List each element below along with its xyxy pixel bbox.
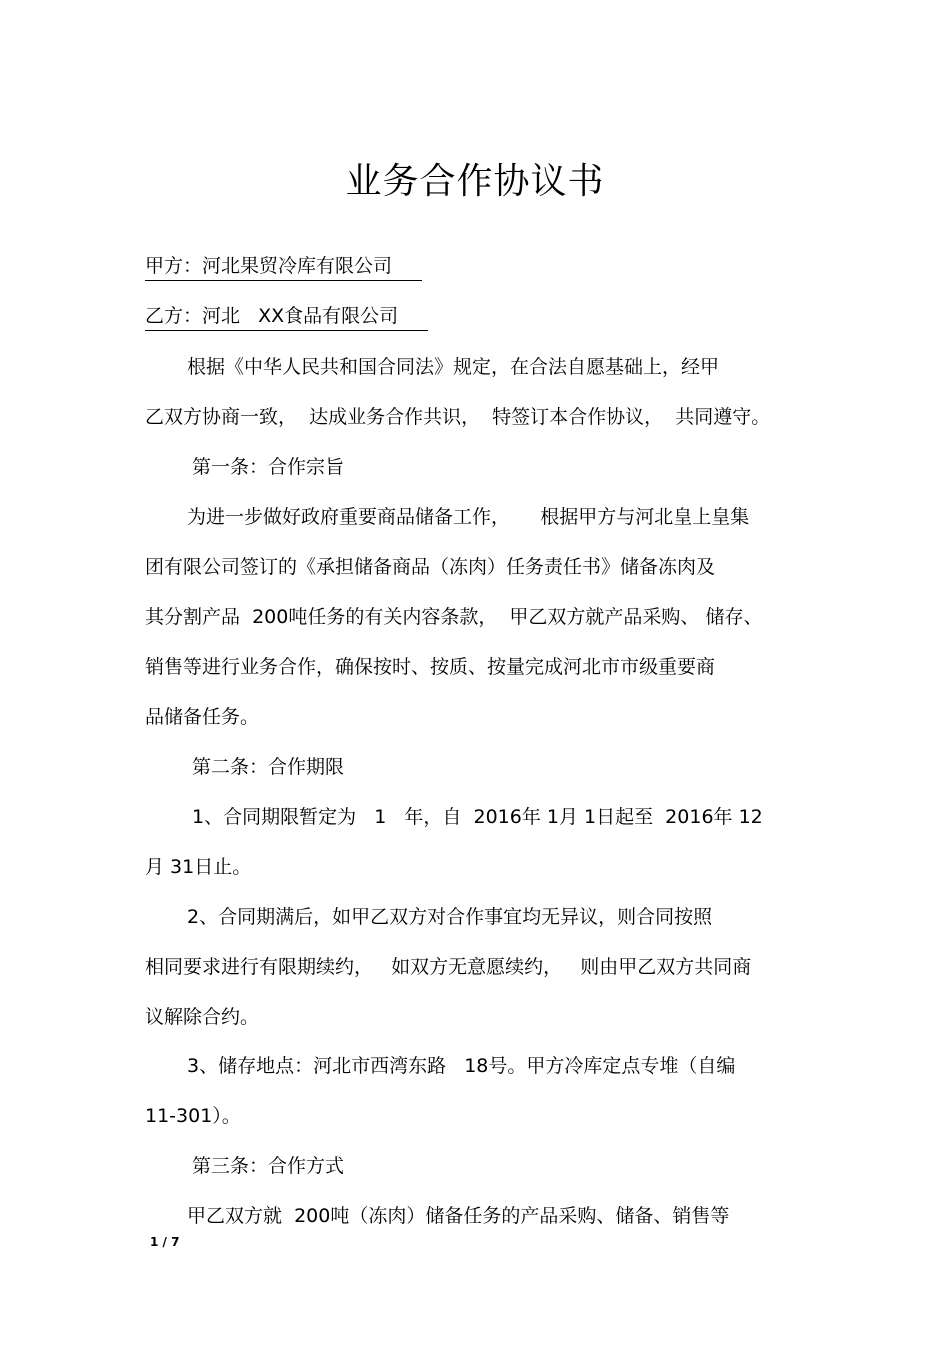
paragraph-line: 议解除合约。 [145,1006,260,1028]
paragraph-line: 为进一步做好政府重要商品储备工作， 根据甲方与河北皇上皇集 [187,506,750,528]
page-number: 1 / 7 [150,1235,180,1249]
paragraph-line: 乙双方协商一致， 达成业务合作共识， 特签订本合作协议， 共同遵守。 [145,406,771,428]
paragraph-line: 相同要求进行有限期续约， 如双方无意愿续约， 则由甲乙双方共同商 [145,956,752,978]
article-2-heading: 第二条：合作期限 [192,756,345,778]
paragraph-line: 根据《中华人民共和国合同法》规定，在合法自愿基础上，经甲 [187,356,720,378]
paragraph-line: 团有限公司签订的《承担储备商品（冻肉）任务责任书》储备冻肉及 [145,556,716,578]
article-3-heading: 第三条：合作方式 [192,1155,345,1177]
paragraph-line: 品储备任务。 [145,706,260,728]
paragraph-line: 1、合同期限暂定为 1 年，自 2016年 1月 1日起至 2016年 12 [192,806,763,828]
paragraph-line: 甲乙双方就 200吨（冻肉）储备任务的产品采购、储备、销售等 [187,1205,730,1227]
paragraph-line: 11-301）。 [145,1105,241,1127]
party-b: 乙方：河北 XX食品有限公司 [145,302,428,331]
article-1-heading: 第一条：合作宗旨 [192,456,345,478]
paragraph-line: 3、储存地点：河北市西湾东路 18号。甲方冷库定点专堆（自编 [187,1055,736,1077]
party-a: 甲方：河北果贸冷库有限公司 [145,252,422,281]
paragraph-line: 月 31日止。 [145,856,252,878]
document-title: 业务合作协议书 [345,161,605,202]
paragraph-line: 其分割产品 200吨任务的有关内容条款， 甲乙双方就产品采购、 储存、 [145,606,763,628]
paragraph-line: 2、合同期满后，如甲乙双方对合作事宜均无异议，则合同按照 [187,906,713,928]
paragraph-line: 销售等进行业务合作，确保按时、按质、按量完成河北市市级重要商 [145,656,716,678]
